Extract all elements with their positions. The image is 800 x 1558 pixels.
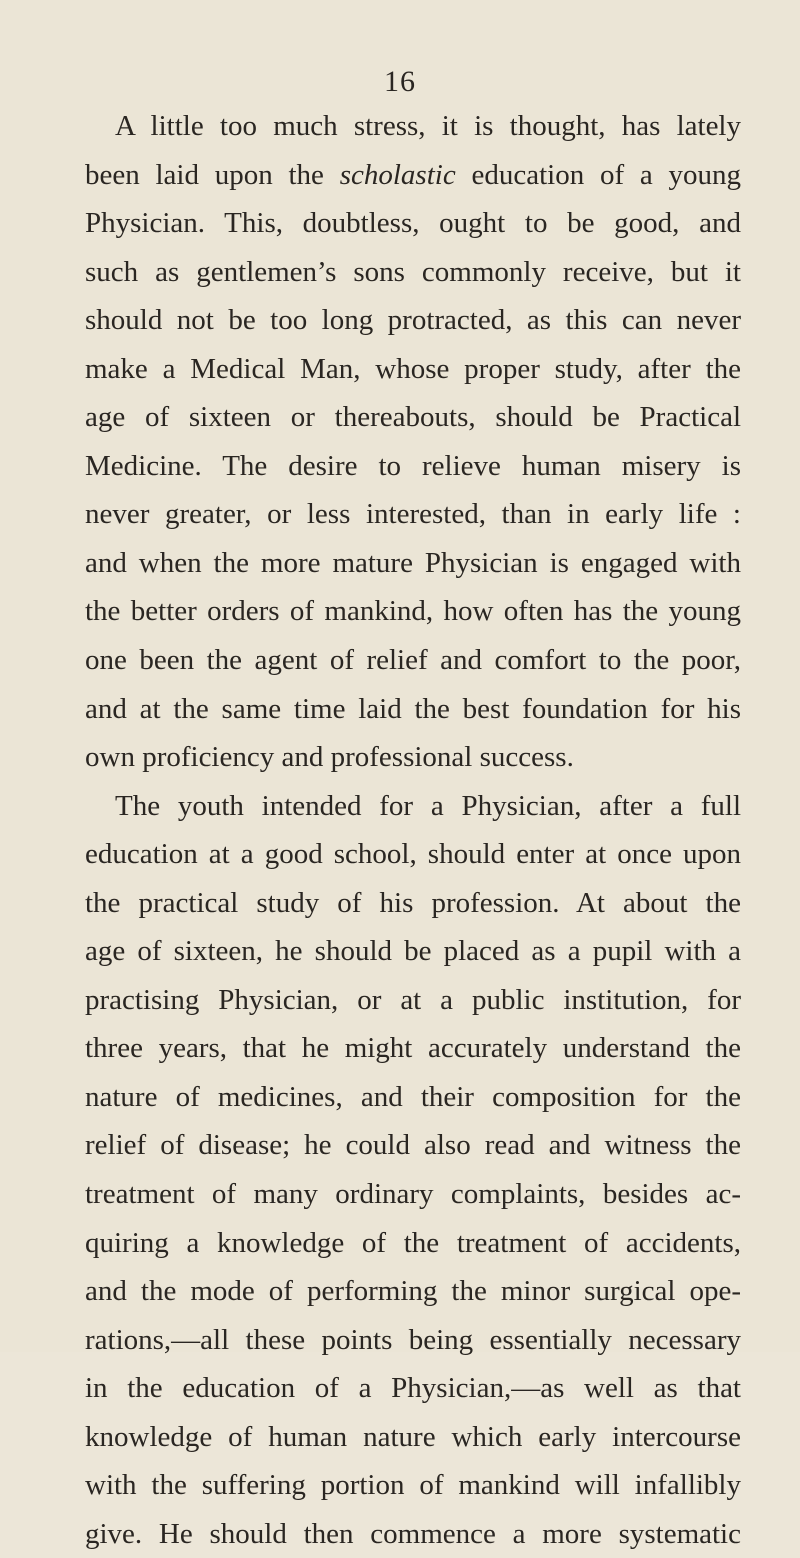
emphasis-word: scholastic [339,158,456,191]
text-line [85,151,741,200]
text-line: practising Physician, or at a public institution, for [85,983,741,1016]
text-line: such as gentlemen’s sons commonly receive, but it [85,255,741,288]
text-line: A little too much stress, it is thought, has lately [115,110,741,142]
text-line: and when the more mature Physician is engaged with [85,546,741,579]
text-line: the practical study of his profession. At about the [85,886,741,919]
text-line: and the mode of performing the minor surgical ope- [85,1275,741,1308]
text-line: treatment of many ordinary complaints, besides ac- [85,1178,741,1211]
text-line: Physician. This, doubtless, ought to be good, and [85,207,741,240]
text-line: the better orders of mankind, how often has the young [85,595,741,628]
text-line: rations,—all these points being essentially necessary [85,1323,741,1356]
text-line: The youth intended for a Physician, after a full [115,789,741,822]
text-segment: been laid upon the [85,158,340,191]
text-line: three years, that he might accurately understand the [85,1032,741,1065]
text-line: with the suffering portion of mankind will infallibly [85,1469,741,1502]
text-line: relief of disease; he could also read and witness the [85,1129,741,1162]
page-number: 16 [384,65,416,98]
text-line: age of sixteen or thereabouts, should be Practical [85,401,741,434]
text-line: nature of medicines, and their composition for the [85,1080,741,1113]
text-line: in the education of a Physician,—as well as that [85,1372,741,1405]
text-line: give. He should then commence a more systematic [85,1517,741,1550]
text-line: knowledge of human nature which early intercourse [85,1420,741,1453]
text-segment: education of a young [455,158,741,191]
text-line: education at a good school, should enter at once upon [85,838,741,871]
body-text [85,102,741,1558]
text-line: make a Medical Man, whose proper study, after the [85,352,741,385]
text-line: never greater, or less interested, than in early life : [85,498,741,531]
text-line: own proficiency and professional success. [85,741,574,774]
text-line: should not be too long protracted, as this can never [85,304,741,337]
text-line: age of sixteen, he should be placed as a pupil with a [85,935,741,968]
text-line: Medicine. The desire to relieve human misery is [85,449,741,482]
text-line: and at the same time laid the best foundation for his [85,692,741,725]
text-line: one been the agent of relief and comfort to the poor, [85,644,741,677]
text-line: quiring a knowledge of the treatment of accidents, [85,1226,741,1259]
